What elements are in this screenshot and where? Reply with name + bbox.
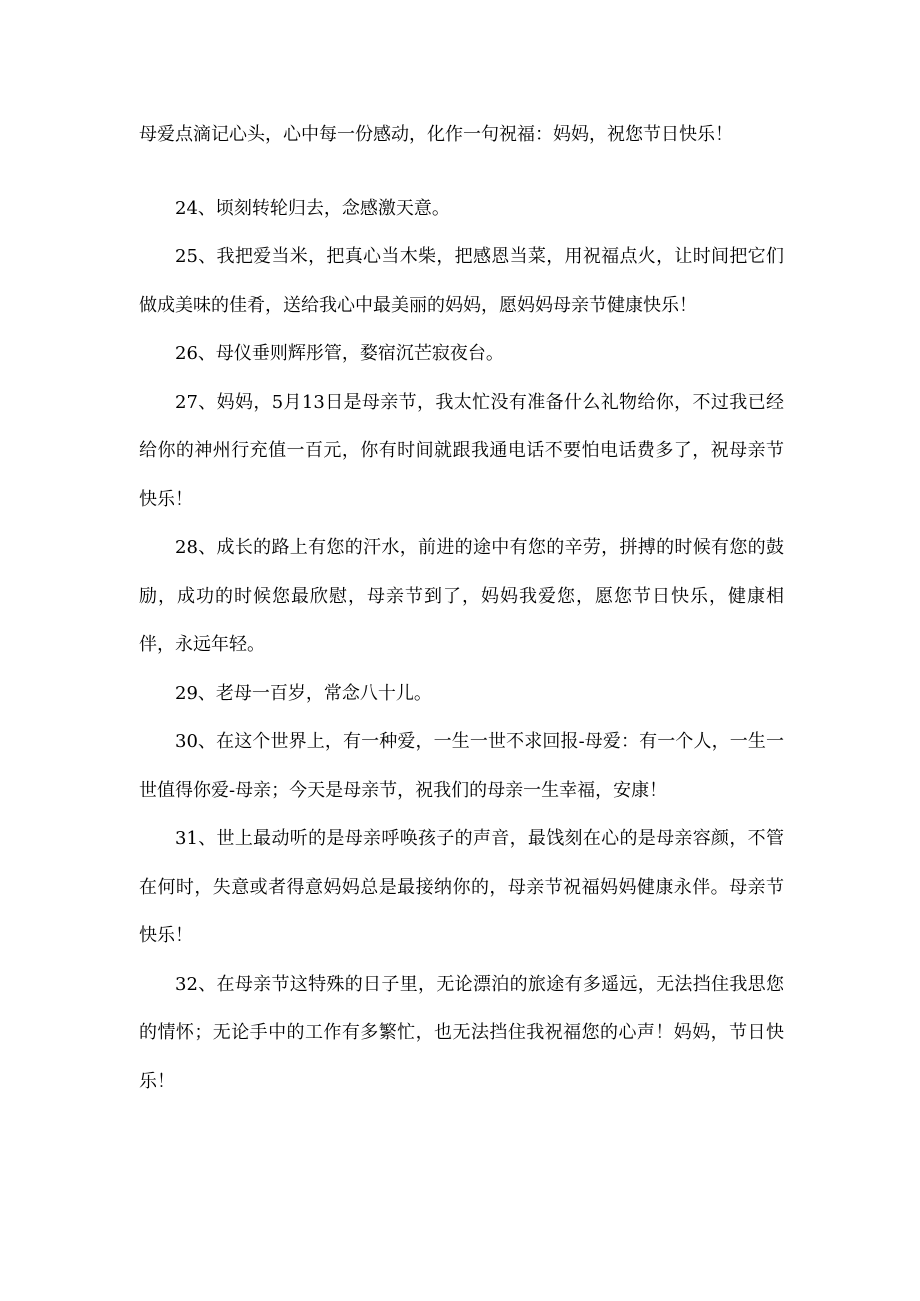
paragraph-25: 25、我把爱当米，把真心当木柴，把感恩当菜，用祝福点火，让时间把它们做成美味的佳肴，送给我心中最美丽的妈妈，愿妈妈母亲节健康快乐！ — [139, 246, 784, 316]
paragraph-26: 26、母仪垂则辉彤管，婺宿沉芒寂夜台。 — [175, 343, 504, 364]
paragraph-29: 29、老母一百岁，常念八十儿。 — [175, 682, 432, 704]
paragraph-gap — [139, 160, 784, 185]
document-body — [139, 111, 784, 1106]
paragraph-24: 24、顷刻转轮归去，念感激天意。 — [175, 197, 450, 219]
paragraph-32: 32、在母亲节这特殊的日子里，无论漂泊的旅途有多遥远，无法挡住我思您的情怀；无论手中的工作有多繁忙，也无法挡住我祝福您的心声！妈妈，节日快乐！ — [139, 973, 784, 1092]
paragraph-28: 28、成长的路上有您的汗水，前进的途中有您的辛劳，拼搏的时候有您的鼓励，成功的时候您最欣慰，母亲节到了，妈妈我爱您，愿您节日快乐，健康相伴，永远年轻。 — [139, 537, 784, 655]
paragraph-30: 30、在这个世界上，有一种爱，一生一世不求回报-母爱：有一个人，一生一世值得你爱-母亲；今天是母亲节，祝我们的母亲一生幸福，安康！ — [139, 731, 784, 801]
paragraph-intro: 母爱点滴记心头，心中每一份感动，化作一句祝福：妈妈，祝您节日快乐！ — [139, 124, 733, 145]
paragraph-27: 27、妈妈，5月13日是母亲节，我太忙没有准备什么礼物给你，不过我已经给你的神州行充值一百元，你有时间就跟我通电话不要怕电话费多了，祝母亲节快乐！ — [139, 391, 784, 510]
paragraph-31: 31、世上最动听的是母亲呼唤孩子的声音，最饯刻在心的是母亲容颜，不管在何时，失意或者得意妈妈总是最接纳你的，母亲节祝福妈妈健康永伴。母亲节快乐！ — [139, 828, 784, 946]
